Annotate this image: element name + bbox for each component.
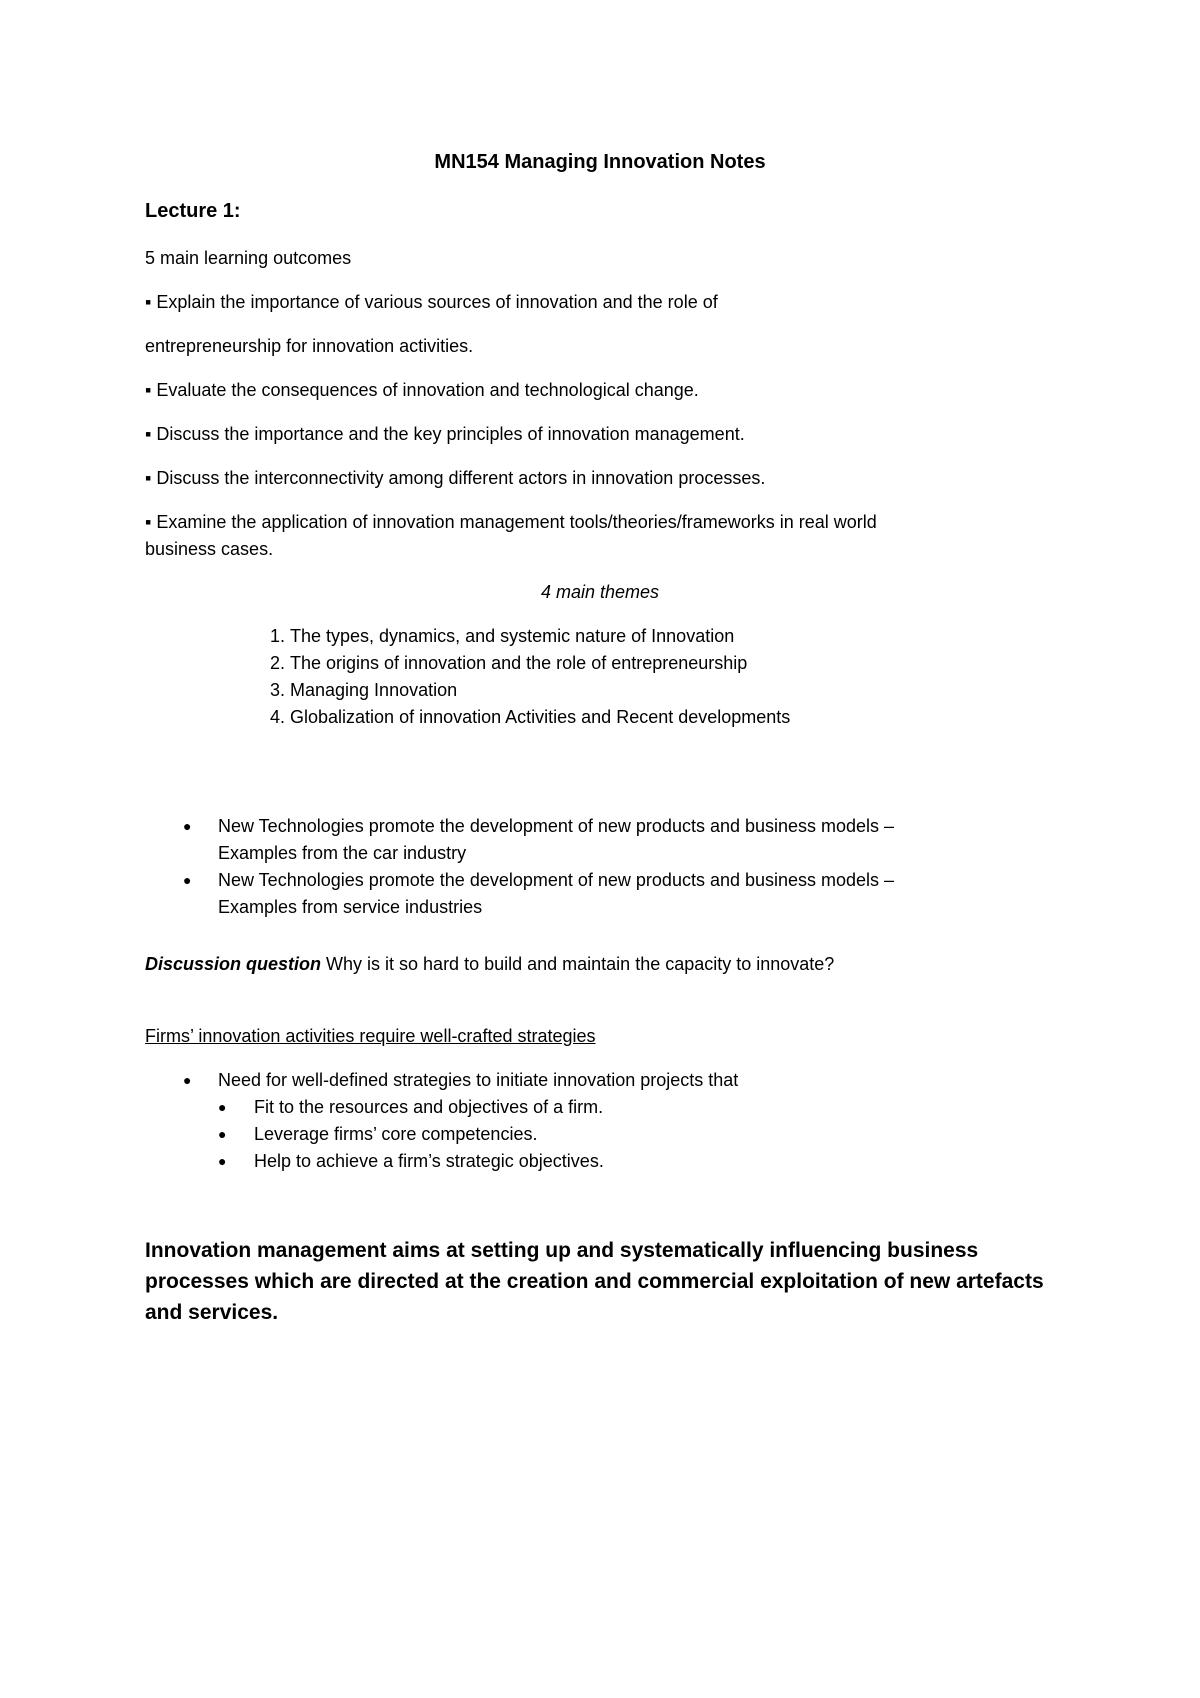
definition-line: and services. bbox=[145, 1301, 279, 1324]
strategies-subitem: Fit to the resources and objectives of a firm. bbox=[254, 1097, 604, 1117]
bullet-icon: ● bbox=[183, 818, 192, 834]
strategies-subitem: Help to achieve a firm’s strategic objectives. bbox=[254, 1151, 604, 1171]
theme-number: 1. bbox=[269, 626, 285, 646]
theme-number: 4. bbox=[269, 707, 285, 727]
strategies-bullet: Need for well-defined strategies to initiate innovation projects that bbox=[218, 1070, 739, 1090]
outcome-line: ▪ Examine the application of innovation management tools/theories/frameworks in real world bbox=[145, 512, 877, 532]
outcomes-intro: 5 main learning outcomes bbox=[145, 248, 352, 268]
theme-item: The origins of innovation and the role of entrepreneurship bbox=[290, 653, 748, 673]
outcome-line: entrepreneurship for innovation activities. bbox=[145, 336, 474, 356]
document-title: MN154 Managing Innovation Notes bbox=[434, 151, 766, 173]
theme-number: 3. bbox=[269, 680, 285, 700]
discussion-question bbox=[145, 951, 834, 977]
outcome-line: business cases. bbox=[145, 539, 274, 559]
bullet-icon: ● bbox=[183, 872, 192, 888]
outcome-line: ▪ Explain the importance of various sources of innovation and the role of bbox=[145, 292, 718, 312]
themes-heading: 4 main themes bbox=[540, 582, 660, 602]
definition-line: Innovation management aims at setting up and systematically influencing business bbox=[145, 1239, 979, 1262]
bullet-icon: ● bbox=[218, 1126, 227, 1142]
bullet-icon: ● bbox=[183, 1072, 192, 1088]
tech-bullet-line: New Technologies promote the development of new products and business models – bbox=[218, 870, 895, 890]
outcome-line: ▪ Discuss the interconnectivity among different actors in innovation processes. bbox=[145, 468, 766, 488]
lecture-heading: Lecture 1: bbox=[145, 200, 241, 222]
theme-item: The types, dynamics, and systemic nature of Innovation bbox=[290, 626, 735, 646]
theme-item: Globalization of innovation Activities and Recent developments bbox=[290, 707, 791, 727]
strategies-heading: Firms’ innovation activities require well-crafted strategies bbox=[145, 1026, 596, 1046]
theme-number: 2. bbox=[269, 653, 285, 673]
strategies-subitem: Leverage firms’ core competencies. bbox=[254, 1124, 538, 1144]
bullet-icon: ● bbox=[218, 1099, 227, 1115]
bullet-icon: ● bbox=[218, 1153, 227, 1169]
outcome-line: ▪ Discuss the importance and the key principles of innovation management. bbox=[145, 424, 745, 444]
tech-bullet-line: Examples from service industries bbox=[218, 897, 483, 917]
definition-line: processes which are directed at the creation and commercial exploitation of new artefacts bbox=[145, 1270, 1044, 1293]
discussion-label: Discussion question bbox=[145, 954, 322, 974]
outcome-line: ▪ Evaluate the consequences of innovation and technological change. bbox=[145, 380, 699, 400]
tech-bullet-line: New Technologies promote the development of new products and business models – bbox=[218, 816, 895, 836]
tech-bullet-line: Examples from the car industry bbox=[218, 843, 467, 863]
theme-item: Managing Innovation bbox=[290, 680, 458, 700]
discussion-text: Why is it so hard to build and maintain the capacity to innovate? bbox=[321, 954, 835, 974]
